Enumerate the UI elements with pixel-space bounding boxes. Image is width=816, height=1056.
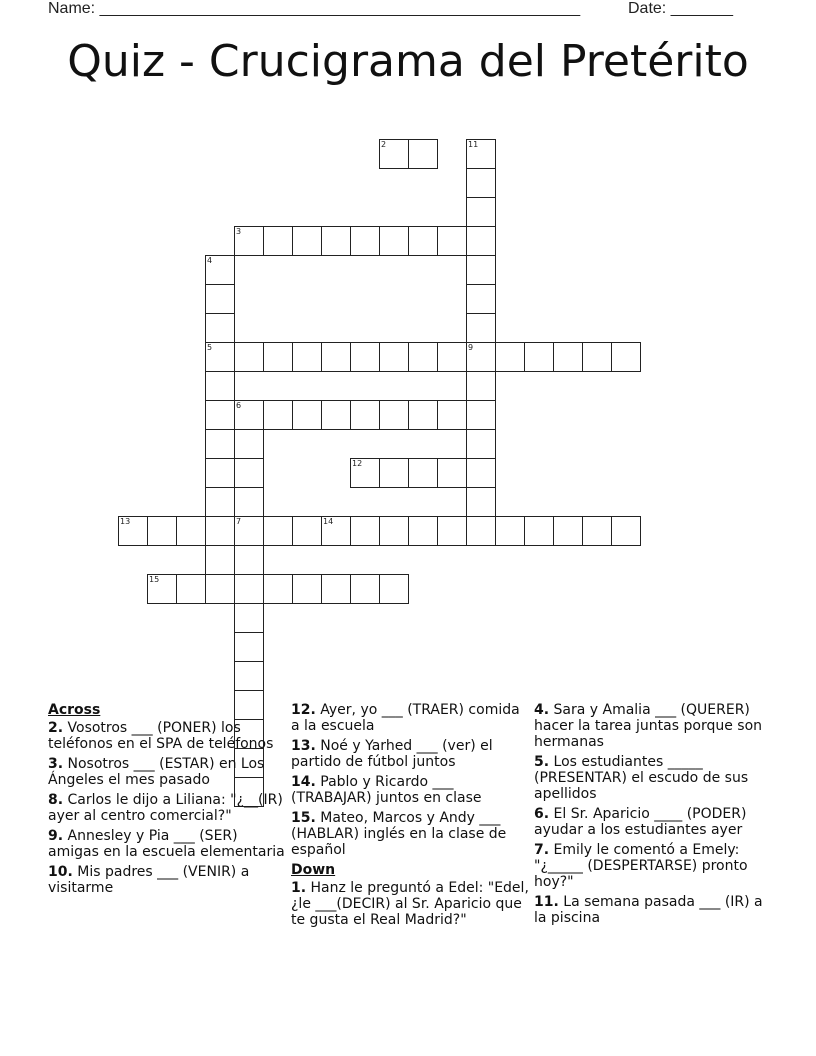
crossword-cell[interactable] xyxy=(350,400,380,430)
clue-across-13: 13. Noé y Yarhed ___ (ver) el partido de fútbol juntos xyxy=(291,738,493,770)
clue-down-7: 7. Emily le comentó a Emely: "¿_____ (DESPERTARSE) pronto hoy?" xyxy=(534,842,748,890)
crossword-cell[interactable] xyxy=(118,516,148,546)
crossword-cell[interactable] xyxy=(234,429,264,459)
clue-number: 2 xyxy=(381,140,387,149)
crossword-cell[interactable] xyxy=(176,574,206,604)
crossword-cell[interactable] xyxy=(350,574,380,604)
crossword-cell[interactable] xyxy=(466,342,496,372)
crossword-cell[interactable] xyxy=(611,342,641,372)
crossword-cell[interactable] xyxy=(234,603,264,633)
crossword-cell[interactable] xyxy=(379,342,409,372)
crossword-cell[interactable] xyxy=(292,574,322,604)
clue-number: 12 xyxy=(352,459,363,468)
crossword-cell[interactable] xyxy=(147,574,177,604)
crossword-cell[interactable] xyxy=(321,516,351,546)
crossword-cell[interactable] xyxy=(466,226,496,256)
crossword-cell[interactable] xyxy=(234,342,264,372)
crossword-cell[interactable] xyxy=(582,516,612,546)
crossword-cell[interactable] xyxy=(321,574,351,604)
crossword-cell[interactable] xyxy=(437,226,467,256)
crossword-cell[interactable] xyxy=(234,400,264,430)
clue-number: 14 xyxy=(323,517,334,526)
crossword-cell[interactable] xyxy=(495,516,525,546)
crossword-cell[interactable] xyxy=(408,342,438,372)
crossword-cell[interactable] xyxy=(147,516,177,546)
crossword-cell[interactable] xyxy=(437,458,467,488)
crossword-cell[interactable] xyxy=(379,226,409,256)
crossword-cell[interactable] xyxy=(234,545,264,575)
crossword-cell[interactable] xyxy=(321,226,351,256)
clue-number: 7 xyxy=(236,517,242,526)
crossword-cell[interactable] xyxy=(350,458,380,488)
clue-across-9: 9. Annesley y Pia ___ (SER) amigas en la escuela elementaria xyxy=(48,828,285,860)
crossword-cell[interactable] xyxy=(205,342,235,372)
crossword-cell[interactable] xyxy=(524,342,554,372)
crossword-cell[interactable] xyxy=(205,255,235,285)
clue-number: 5 xyxy=(207,343,213,352)
crossword-cell[interactable] xyxy=(553,342,583,372)
crossword-cell[interactable] xyxy=(263,516,293,546)
crossword-cell[interactable] xyxy=(292,400,322,430)
crossword-cell[interactable] xyxy=(466,139,496,169)
crossword-cell[interactable] xyxy=(437,516,467,546)
crossword-cell[interactable] xyxy=(350,342,380,372)
crossword-cell[interactable] xyxy=(350,226,380,256)
page-title: Quiz - Crucigrama del Pretérito xyxy=(67,36,749,87)
crossword-cell[interactable] xyxy=(263,400,293,430)
crossword-cell[interactable] xyxy=(205,313,235,343)
crossword-cell[interactable] xyxy=(582,342,612,372)
clue-number: 9 xyxy=(468,343,474,352)
crossword-cell[interactable] xyxy=(292,342,322,372)
clue-down-11: 11. La semana pasada ___ (IR) a la piscina xyxy=(534,894,763,926)
crossword-cell[interactable] xyxy=(379,139,409,169)
crossword-cell[interactable] xyxy=(466,284,496,314)
crossword-cell[interactable] xyxy=(408,139,438,169)
crossword-cell[interactable] xyxy=(205,400,235,430)
clues-column-2 xyxy=(291,702,531,932)
crossword-cell[interactable] xyxy=(234,516,264,546)
crossword-cell[interactable] xyxy=(379,574,409,604)
crossword-cell[interactable] xyxy=(466,197,496,227)
crossword-cell[interactable] xyxy=(292,226,322,256)
crossword-cell[interactable] xyxy=(205,487,235,517)
crossword-cell[interactable] xyxy=(466,487,496,517)
clue-number: 3 xyxy=(236,227,242,236)
crossword-cell[interactable] xyxy=(234,226,264,256)
crossword-cell[interactable] xyxy=(379,458,409,488)
clue-across-10: 10. Mis padres ___ (VENIR) a visitarme xyxy=(48,864,250,896)
clue-number: 13 xyxy=(120,517,131,526)
clue-across-2: 2. Vosotros ___ (PONER) los teléfonos en el SPA de teléfonos xyxy=(48,720,274,752)
crossword-cell[interactable] xyxy=(466,255,496,285)
crossword-cell[interactable] xyxy=(466,429,496,459)
clue-number: 11 xyxy=(468,140,479,149)
crossword-cell[interactable] xyxy=(408,516,438,546)
crossword-cell[interactable] xyxy=(466,458,496,488)
crossword-cell[interactable] xyxy=(292,516,322,546)
name-field[interactable]: Name: ______________________________________________________ xyxy=(48,0,581,17)
crossword-cell[interactable] xyxy=(466,400,496,430)
crossword-cell[interactable] xyxy=(263,574,293,604)
crossword-cell[interactable] xyxy=(350,516,380,546)
crossword-cell[interactable] xyxy=(524,516,554,546)
crossword-cell[interactable] xyxy=(321,342,351,372)
crossword-cell[interactable] xyxy=(495,342,525,372)
crossword-cell[interactable] xyxy=(205,516,235,546)
crossword-cell[interactable] xyxy=(234,574,264,604)
crossword-cell[interactable] xyxy=(205,574,235,604)
across-heading: Across xyxy=(48,702,101,718)
crossword-cell[interactable] xyxy=(205,458,235,488)
crossword-cell[interactable] xyxy=(553,516,583,546)
crossword-cell[interactable] xyxy=(437,400,467,430)
crossword-cell[interactable] xyxy=(466,516,496,546)
clues-column-1 xyxy=(48,702,288,900)
crossword-cell[interactable] xyxy=(321,400,351,430)
crossword-cell[interactable] xyxy=(205,371,235,401)
clue-down-4: 4. Sara y Amalia ___ (QUERER) hacer la tarea juntas porque son hermanas xyxy=(534,702,763,750)
clue-down-6: 6. El Sr. Aparicio ____ (PODER) ayudar a los estudiantes ayer xyxy=(534,806,747,838)
crossword-cell[interactable] xyxy=(205,284,235,314)
crossword-cell[interactable] xyxy=(234,458,264,488)
crossword-cell[interactable] xyxy=(466,371,496,401)
crossword-cell[interactable] xyxy=(263,226,293,256)
crossword-cell[interactable] xyxy=(408,458,438,488)
crossword-cell[interactable] xyxy=(205,545,235,575)
crossword-cell[interactable] xyxy=(263,342,293,372)
clues-column-3 xyxy=(534,702,774,930)
clue-across-15: 15. Mateo, Marcos y Andy ___ (HABLAR) inglés en la clase de español xyxy=(291,810,507,858)
clue-across-14: 14. Pablo y Ricardo ___ (TRABAJAR) juntos en clase xyxy=(291,774,482,806)
crossword-cell[interactable] xyxy=(466,168,496,198)
crossword-cell[interactable] xyxy=(234,487,264,517)
crossword-cell[interactable] xyxy=(466,313,496,343)
clue-number: 6 xyxy=(236,401,242,410)
clue-down-1: 1. Hanz le preguntó a Edel: "Edel, ¿le ___(DECIR) al Sr. Aparicio que te gusta el Real Madrid?" xyxy=(291,880,529,928)
crossword-cell[interactable] xyxy=(379,400,409,430)
down-heading: Down xyxy=(291,862,336,878)
crossword-cell[interactable] xyxy=(176,516,206,546)
crossword-cell[interactable] xyxy=(408,400,438,430)
crossword-cell[interactable] xyxy=(437,342,467,372)
clue-across-8: 8. Carlos le dijo a Liliana: "¿__(IR) ayer al centro comercial?" xyxy=(48,792,283,824)
clue-across-3: 3. Nosotros ___ (ESTAR) en Los Ángeles el mes pasado xyxy=(48,756,265,788)
crossword-cell[interactable] xyxy=(234,632,264,662)
crossword-cell[interactable] xyxy=(611,516,641,546)
crossword-cell[interactable] xyxy=(379,516,409,546)
clue-number: 4 xyxy=(207,256,213,265)
clue-number: 15 xyxy=(149,575,160,584)
clue-across-12: 12. Ayer, yo ___ (TRAER) comida a la escuela xyxy=(291,702,520,734)
clue-down-5: 5. Los estudiantes _____ (PRESENTAR) el escudo de sus apellidos xyxy=(534,754,749,802)
crossword-cell[interactable] xyxy=(408,226,438,256)
crossword-cell[interactable] xyxy=(205,429,235,459)
date-field[interactable]: Date: _______ xyxy=(628,0,733,17)
crossword-cell[interactable] xyxy=(234,661,264,691)
